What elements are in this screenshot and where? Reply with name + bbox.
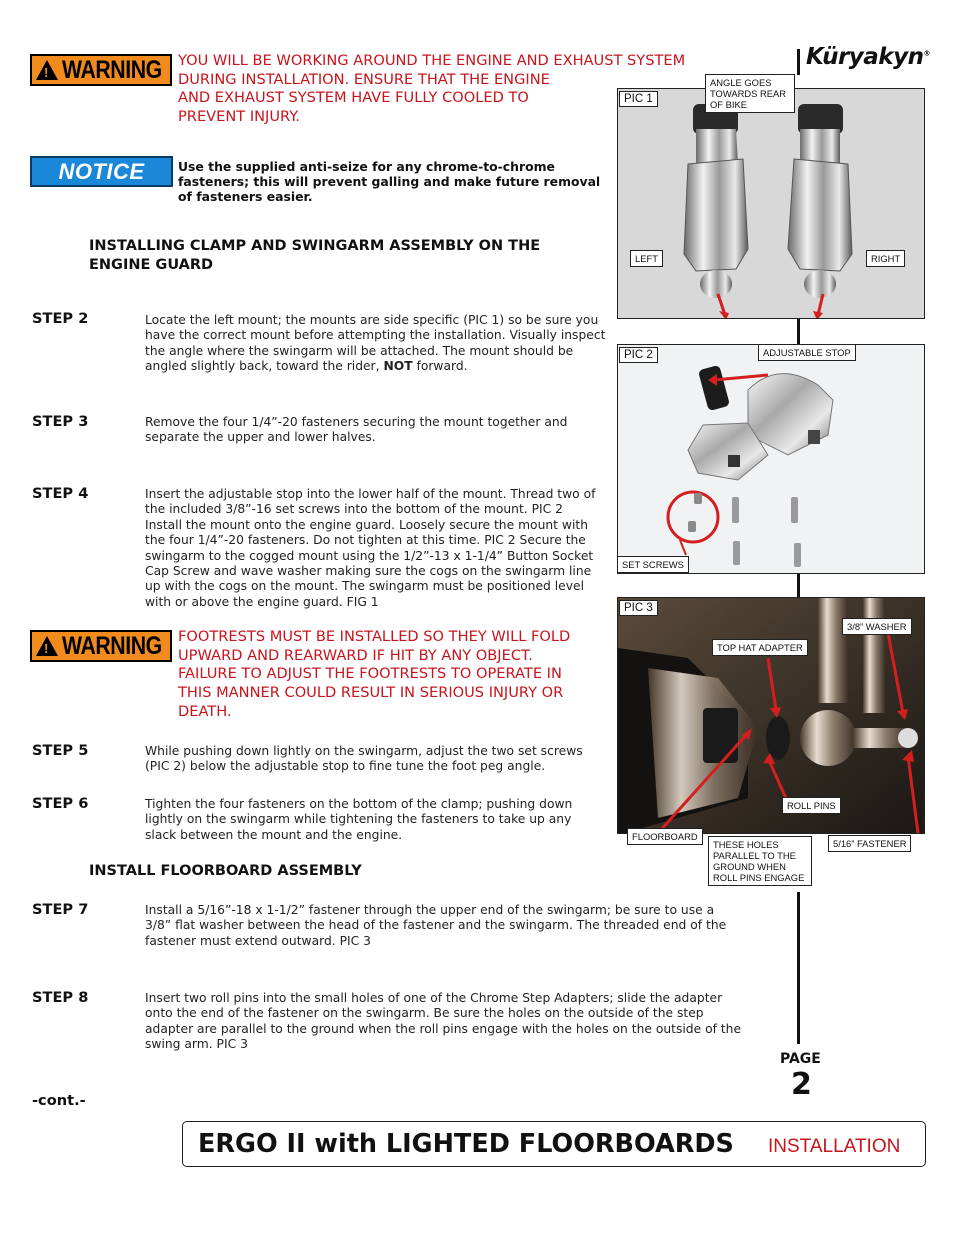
pic-1-photo xyxy=(617,88,925,319)
step-5-label: STEP 5 xyxy=(32,742,89,759)
pic-2-adjustable-stop-label: ADJUSTABLE STOP xyxy=(758,344,856,361)
page-number: 2 xyxy=(791,1067,812,1102)
pic-3-floorboard-label: FLOORBOARD xyxy=(627,828,703,845)
step-5-text: While pushing down lightly on the swingarm, adjust the two set screws (PIC 2) below the adjustable stop to fine tune the foot peg angle. xyxy=(145,744,583,774)
brand-logo: Küryakyn® xyxy=(806,44,930,70)
warning-triangle-icon: ! xyxy=(36,60,58,80)
step-7-text: Install a 5/16”-18 x 1-1/2” fastener through the upper end of the swingarm; be sure to use a 3/8” flat washer between the head of the fastener and the swingarm. The threaded end of the fastener must extend outward. PIC 3 xyxy=(145,903,727,948)
pic-1-left-label: LEFT xyxy=(630,250,663,267)
warning-engine-text: YOU WILL BE WORKING AROUND THE ENGINE AND EXHAUST SYSTEM DURING INSTALLATION. ENSURE THAT THE ENGINE AND EXHAUST SYSTEM HAVE FULLY COOLED TO PREVENT INJURY. xyxy=(178,52,686,126)
step-6-text: Tighten the four fasteners on the bottom of the clamp; pushing down lightly on the swingarm while tightening the fasteners to take up any slack between the mount and the engine. xyxy=(145,797,573,842)
warning-triangle-icon: ! xyxy=(36,636,58,656)
page-label: PAGE xyxy=(780,1051,821,1067)
pic-2-label: PIC 2 xyxy=(619,347,658,363)
notice-badge: NOTICE xyxy=(30,156,173,187)
step-4-label: STEP 4 xyxy=(32,485,89,502)
document-title: ERGO II with LIGHTED FLOORBOARDS xyxy=(198,1129,734,1159)
document-subtitle: INSTALLATION xyxy=(768,1136,901,1157)
step-7-label: STEP 7 xyxy=(32,901,89,918)
pic-3-label: PIC 3 xyxy=(619,600,658,616)
pic-3-roll-pins-label: ROLL PINS xyxy=(782,797,841,814)
step-8-text: Insert two roll pins into the small holes of one of the Chrome Step Adapters; slide the adapter onto the end of the fastener on the swingarm. Be sure the holes on the outside of the step adapter are parallel to the ground when the roll pins engage with the holes on the outside of the swing arm. PIC 3 xyxy=(145,991,742,1052)
step-2-label: STEP 2 xyxy=(32,310,89,327)
pic-1-right-label: RIGHT xyxy=(866,250,905,267)
pic-1-label: PIC 1 xyxy=(619,91,658,107)
pic-1-angle-callout: ANGLE GOES TOWARDS REAR OF BIKE xyxy=(705,74,795,113)
step-4-text: Insert the adjustable stop into the lower half of the mount. Thread two of the included 3/8”-16 set screws into the bottom of the mount. PIC 2 Install the mount onto the engine guard. Loosely secure the mount with the four 1/4”-20 fasteners. Do not tighten at this time. PIC 2 Secure the swingarm to the cogged mount using the 1/2”-13 x 1-1/4” Button Socket Cap Screw and wave washer making sure the cogs on the swingarm line up with the cogs on the mount. The swingarm must be positioned level with or above the engine guard. FIG 1 xyxy=(145,487,596,609)
section-heading-clamp: INSTALLING CLAMP AND SWINGARM ASSEMBLY ON THE ENGINE GUARD xyxy=(89,238,541,273)
pic-2-set-screws-label: SET SCREWS xyxy=(617,556,689,573)
step-3-text: Remove the four 1/4”-20 fasteners securing the mount together and separate the upper and lower halves. xyxy=(145,415,568,445)
warning-badge: ! WARNING xyxy=(30,54,172,86)
step-2-text: Locate the left mount; the mounts are side specific (PIC 1) so be sure you have the correct mount before attempting the installation. Visually inspect the angle where the swingarm will be attached. The mount should be angled slightly back, toward the rider, NOT forward. xyxy=(145,313,606,374)
connector-line xyxy=(797,318,800,344)
warning-footrest-text: FOOTRESTS MUST BE INSTALLED SO THEY WILL FOLD UPWARD AND REARWARD IF HIT BY ANY OBJECT. FAILURE TO ADJUST THE FOOTRESTS TO OPERATE IN THIS MANNER COULD RESULT IN SERIOUS INJURY OR DEATH. xyxy=(178,628,571,720)
continued-label: -cont.- xyxy=(32,1092,86,1109)
notice-text: Use the supplied anti-seize for any chrome-to-chrome fasteners; this will prevent galling and make future removal of fasteners easier. xyxy=(178,159,601,204)
connector-line xyxy=(797,572,800,597)
mount-parts-illustration xyxy=(618,345,925,574)
mount-pair-illustration xyxy=(618,89,925,319)
step-6-label: STEP 6 xyxy=(32,795,89,812)
section-heading-floorboard: INSTALL FLOORBOARD ASSEMBLY xyxy=(89,863,362,879)
step-8-label: STEP 8 xyxy=(32,989,89,1006)
connector-line xyxy=(797,892,800,1044)
pic-3-top-hat-label: TOP HAT ADAPTER xyxy=(712,639,808,656)
pic-3-holes-callout: THESE HOLES PARALLEL TO THE GROUND WHEN ROLL PINS ENGAGE xyxy=(708,836,812,886)
pic-2-photo xyxy=(617,344,925,574)
pic-3-fastener-label: 5/16” FASTENER xyxy=(828,835,911,852)
warning-badge-2: ! WARNING xyxy=(30,630,172,662)
step-3-label: STEP 3 xyxy=(32,413,89,430)
pic-3-washer-label: 3/8” WASHER xyxy=(842,618,912,635)
brand-divider xyxy=(797,49,800,75)
